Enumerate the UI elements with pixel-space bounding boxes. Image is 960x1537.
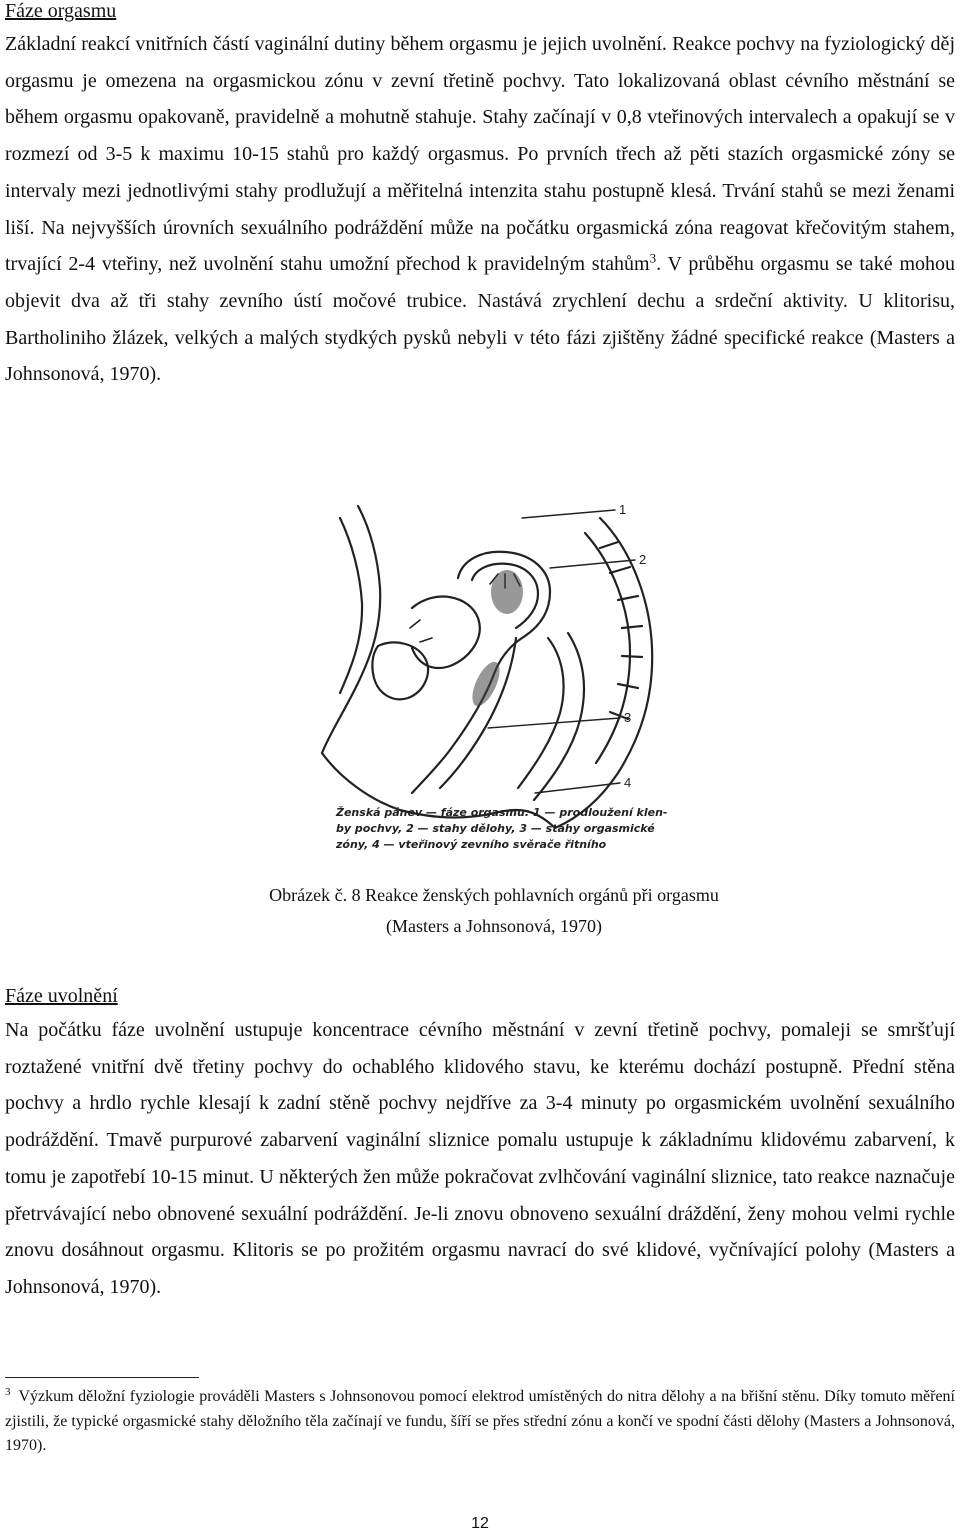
footnote-text: Výzkum děložní fyziologie prováděli Masters s Johnsonovou pomocí elektrod umístěných do nitra dělohy a na břišní stěnu. Díky tomuto měření zjistili, že typické orgasmické stahy děložního těla začínají ve fundu, šíří se přes střední zónu a končí ve spodní části dělohy (Masters a Johnsonová, 1970). (5, 1388, 955, 1454)
pelvis-drawing (300, 488, 680, 860)
figure-label-1: 1 (619, 502, 627, 517)
paragraph-resolution: Na počátku fáze uvolnění ustupuje koncentrace cévního městnání v zevní třetině pochvy, pomaleji se smršťují roztažené vnitřní dvě třetiny pochvy do ochablého klidového stavu, ke kterému dochází postupně. Přední stěna pochvy a hrdlo rychle klesají k zadní stěně pochvy nejdříve za 3-4 minuty po orgasmickém uvolnění sexuálního podráždění. Tmavě purpurové zabarvení vaginální sliznice pomalu ustupuje k základnímu klidovému zabarvení, k tomu je zapotřebí 10-15 minut. U některých žen může pokračovat zvlhčování vaginální sliznice, tato reakce naznačuje přetrvávající nebo obnovené sexuální podráždění. Je-li znovu obnoveno sexuální dráždění, ženy mohou velmi rychle znovu dosáhnout orgasmu. Klitoris se po prožitém orgasmu navrací do své klidové, vyčnívající polohy (Masters a Johnsonová, 1970). (5, 1019, 955, 1298)
footnote (5, 1385, 955, 1459)
figure-inner-caption-line1: Ženská pánev — fáze orgasmu: 1 — prodloužení klen- (336, 806, 668, 819)
page-number: 12 (471, 1515, 489, 1532)
section-heading-resolution: Fáze uvolnění (5, 985, 118, 1007)
figure-caption-line2: (Masters a Johnsonová, 1970) (386, 916, 602, 936)
footnote-number: 3 (5, 1385, 11, 1398)
pelvis-illustration (300, 488, 680, 860)
figure-caption-line1: Obrázek č. 8 Reakce ženských pohlavních orgánů při orgasmu (269, 885, 719, 905)
footnote-reference[interactable]: 3 (649, 250, 657, 266)
section-heading-orgasm: Fáze orgasmu (5, 0, 117, 22)
figure-label-3: 3 (624, 710, 632, 725)
figure-label-2: 2 (639, 552, 647, 567)
figure-inner-caption-line3: zóny, 4 — vteřinový zevního svěrače řitního (336, 838, 607, 851)
paragraph-orgasm-text-b: . V průběhu orgasmu se také mohou objevit dva až tři stahy zevního ústí močové trubice. Nastává zrychlení dechu a srdeční aktivity. U klitorisu, Bartholiniho žlázek, velkých a malých stydkých pysků nebyli v této fázi zjištěny žádné specifické reakce (Masters a Johnsonová, 1970). (5, 253, 955, 386)
footnote-separator (5, 1377, 199, 1378)
figure-label-4: 4 (624, 775, 632, 790)
paragraph-orgasm (5, 26, 955, 393)
paragraph-orgasm-text-a: Základní reakcí vnitřních částí vaginální dutiny během orgasmu je jejich uvolnění. Reakce pochvy na fyziologický děj orgasmu je omezena na orgasmickou zónu v zevní třetině pochvy. Tato lokalizovaná oblast cévního městnání se během orgasmu opakovaně, pravidelně a mohutně stahuje. Stahy začínají v 0,8 vteřinových intervalech a opakují se v rozmezí od 3-5 k maximu 10-15 stahů pro každý orgasmus. Po prvních třech až pěti stazích orgasmické zóny se intervaly mezi jednotlivými stahy prodlužují a měřitelná intenzita stahu postupně klesá. Trvání stahů se mezi ženami liší. Na nejvyšších úrovních sexuálního podráždění může na počátku orgasmická zóna reagovat křečovitým stahem, trvající 2-4 vteřiny, než uvolnění stahu umožní přechod k pravidelným stahům (5, 33, 955, 276)
figure-inner-caption-line2: by pochvy, 2 — stahy dělohy, 3 — stahy orgasmické (336, 822, 655, 835)
